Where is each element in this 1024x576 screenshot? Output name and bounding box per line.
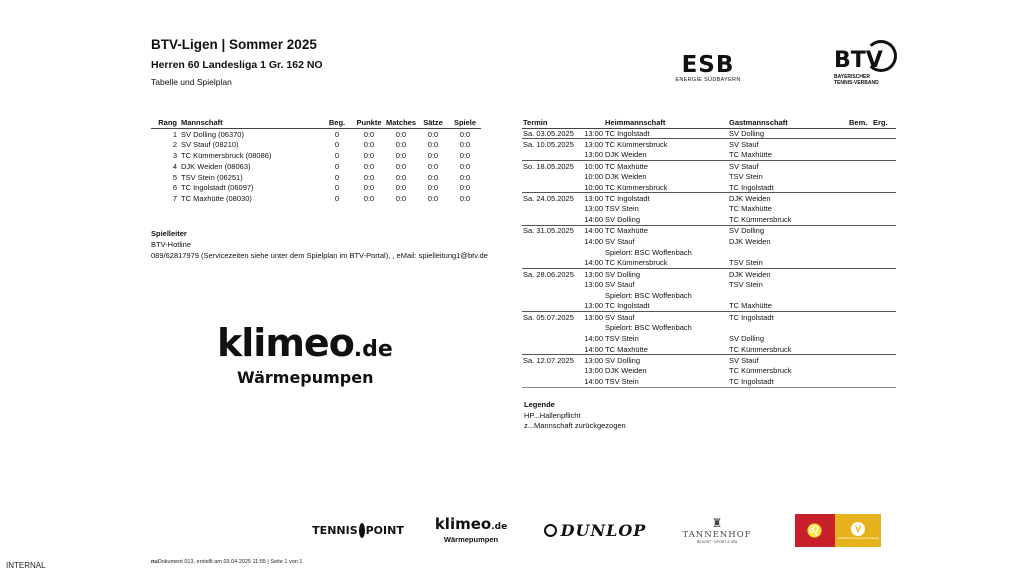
guest-team: TC Kümmersbruck <box>729 344 792 354</box>
match-remark <box>848 279 872 290</box>
legend <box>524 400 626 432</box>
schedule-row <box>522 139 896 150</box>
guest-team: TC Ingolstadt <box>728 312 848 323</box>
home-team: DJK Weiden <box>605 366 647 376</box>
match-date: Sa. 12.07.2025 <box>522 355 580 366</box>
team-sets: 0:0 <box>427 150 439 160</box>
guest-team: SV Dolling <box>729 334 765 344</box>
match-date <box>522 182 580 193</box>
standings-header-row <box>151 117 481 129</box>
match-date <box>522 247 580 258</box>
col-time <box>580 117 604 128</box>
guest-team <box>728 290 848 301</box>
match-time: 10:00 <box>580 160 604 171</box>
team-name: TSV Stein (06251) <box>181 172 243 182</box>
btv-logo-mark: BTV <box>834 48 883 73</box>
match-time: 13:00 <box>580 268 604 279</box>
team-rank: 1 <box>172 129 177 139</box>
team-rank: 2 <box>172 140 177 150</box>
home-team: TC Kümmersbruck <box>605 258 668 268</box>
match-result <box>872 344 896 355</box>
schedule-row <box>522 290 896 301</box>
schedule-row <box>522 160 896 171</box>
guest-team: SV Stauf <box>728 355 848 366</box>
schedule-row <box>522 279 896 290</box>
match-result <box>872 366 896 377</box>
home-team: DJK Weiden <box>605 172 647 182</box>
guest-team: TC Maxhütte <box>729 204 772 214</box>
match-time: 10:00 <box>584 182 603 192</box>
match-date <box>522 376 580 387</box>
match-time: 13:00 <box>580 128 604 139</box>
col-points: Punkte <box>353 117 385 129</box>
tennis-ball-icon <box>865 40 897 72</box>
guest-team: TSV Stein <box>729 172 763 182</box>
match-remark <box>848 214 872 225</box>
match-remark <box>848 290 872 301</box>
team-games: 0:0 <box>459 183 471 193</box>
match-time: 10:00 <box>584 172 603 182</box>
home-team: SV Dolling <box>605 215 641 225</box>
guest-team: TC Ingolstadt <box>729 182 774 192</box>
standings-row <box>151 150 481 161</box>
team-games: 0:0 <box>459 150 471 160</box>
match-time: 13:00 <box>580 193 604 204</box>
match-result <box>872 171 896 182</box>
col-rank: Rang <box>151 117 181 129</box>
match-remark <box>848 376 872 387</box>
match-time: 13:00 <box>580 312 604 323</box>
match-result <box>872 333 896 344</box>
guest-team: SV Stauf <box>728 160 848 171</box>
match-remark <box>848 355 872 366</box>
team-points: 0:0 <box>363 161 375 171</box>
guest-team: TC Maxhütte <box>729 301 772 311</box>
schedule-row <box>522 204 896 215</box>
match-date: Sa. 05.07.2025 <box>522 312 580 323</box>
home-team: SV Dolling <box>604 268 728 279</box>
match-result <box>872 160 896 171</box>
team-points: 0:0 <box>363 183 375 193</box>
match-date <box>522 150 580 161</box>
match-date <box>522 236 580 247</box>
guest-team: SV Stauf <box>728 139 848 150</box>
match-time: 14:00 <box>584 236 603 246</box>
col-sets: Sätze <box>417 117 449 129</box>
schedule-row <box>522 225 896 236</box>
home-team: TC Maxhütte <box>605 344 648 354</box>
home-team: SV Stauf <box>605 280 635 290</box>
team-points: 0:0 <box>363 129 375 139</box>
team-points: 0:0 <box>363 140 375 150</box>
schedule-row <box>522 214 896 225</box>
home-team: TC Ingolstadt <box>604 128 728 139</box>
tennispoint-logo <box>313 510 403 550</box>
match-remark <box>848 268 872 279</box>
match-remark <box>848 139 872 150</box>
match-time: 13:00 <box>584 150 603 160</box>
team-sets: 0:0 <box>427 183 439 193</box>
guest-team: TC Maxhütte <box>729 150 772 160</box>
tannenhof-text: TANNENHOF <box>682 529 752 540</box>
match-result <box>872 204 896 215</box>
tennispoint-text-b: POINT <box>365 523 404 537</box>
dunlop-flying-d-icon <box>544 524 557 537</box>
match-time: 13:00 <box>584 366 603 376</box>
team-sets: 0:0 <box>427 172 439 182</box>
match-result <box>872 376 896 387</box>
match-result <box>872 182 896 193</box>
esb-logo-text: ENERGIE SÜDBAYERN <box>675 77 741 83</box>
team-games: 0:0 <box>459 129 471 139</box>
schedule-row <box>522 312 896 323</box>
match-result <box>872 258 896 269</box>
team-played: 0 <box>334 129 340 139</box>
match-time: 14:00 <box>584 344 603 354</box>
guest-team: DJK Weiden <box>728 193 848 204</box>
home-team: TC Kümmersbruck <box>604 139 728 150</box>
match-remark <box>848 366 872 377</box>
match-remark <box>848 301 872 312</box>
standings-row <box>151 129 481 140</box>
guest-team: TSV Stein <box>729 280 763 290</box>
team-sets: 0:0 <box>427 161 439 171</box>
guest-team <box>728 322 848 333</box>
home-team: TC Ingolstadt <box>605 301 650 311</box>
schedule-row <box>522 150 896 161</box>
tannenhof-logo <box>684 510 750 550</box>
klimeo-brand: klimeo <box>217 321 354 365</box>
schedule-header-row <box>522 117 896 128</box>
match-date: So. 18.05.2025 <box>522 160 580 171</box>
team-games: 0:0 <box>459 172 471 182</box>
schedule-row <box>522 258 896 269</box>
sponsor-bar <box>0 510 1024 554</box>
match-date: Sa. 31.05.2025 <box>522 225 580 236</box>
match-remark <box>848 160 872 171</box>
btv-logo-line1: BAYERISCHER <box>834 74 870 80</box>
schedule-row <box>522 322 896 333</box>
schedule-row <box>522 355 896 366</box>
match-result <box>872 322 896 333</box>
btv-logo-line2: TENNIS-VERBAND <box>834 80 879 86</box>
home-team: TSV Stein <box>604 376 728 387</box>
match-time: 14:00 <box>584 334 603 344</box>
match-time: 13:00 <box>580 355 604 366</box>
team-rank: 7 <box>172 194 177 204</box>
col-date: Termin <box>522 117 580 128</box>
standings-row <box>151 182 481 193</box>
col-remark: Bem. <box>848 117 872 128</box>
league-subtitle: Herren 60 Landesliga 1 Gr. 162 NO <box>151 59 323 71</box>
schedule-row <box>522 268 896 279</box>
legend-heading: Legende <box>524 400 555 409</box>
match-time: 13:00 <box>584 204 603 214</box>
team-played: 0 <box>334 183 340 193</box>
crest-icon: ♜ <box>711 515 723 530</box>
klimeo-small-tagline: Wärmepumpen <box>443 534 499 544</box>
home-team: Spielort: BSC Woffenbach <box>605 290 692 300</box>
match-date: Sa. 10.05.2025 <box>522 139 580 150</box>
team-games: 0:0 <box>459 140 471 150</box>
klimeo-tld: .de <box>353 337 393 362</box>
klimeo-small-tld: .de <box>491 521 508 532</box>
dvag-text: Deutsche Vermögensberatung <box>837 535 879 540</box>
team-rank: 5 <box>172 172 177 182</box>
dunlop-text: DUNLOP <box>560 520 647 540</box>
match-time <box>580 322 604 333</box>
team-name: TC Maxhütte (08030) <box>181 194 252 204</box>
match-remark <box>848 225 872 236</box>
match-result <box>872 301 896 312</box>
guest-team: DJK Weiden <box>728 268 848 279</box>
match-remark <box>848 258 872 269</box>
match-result <box>872 312 896 323</box>
team-matches: 0:0 <box>395 129 407 139</box>
team-played: 0 <box>334 161 340 171</box>
klimeo-small-brand: klimeo <box>434 514 492 533</box>
dvag-v-icon: V <box>851 522 865 536</box>
team-rank: 3 <box>172 150 177 160</box>
guest-team: DJK Weiden <box>729 236 771 246</box>
team-played: 0 <box>334 150 340 160</box>
team-matches: 0:0 <box>395 172 407 182</box>
team-rank: 6 <box>172 183 177 193</box>
team-matches: 0:0 <box>395 161 407 171</box>
match-date: Sa. 24.05.2025 <box>522 193 580 204</box>
match-result <box>872 225 896 236</box>
home-team: TSV Stein <box>605 334 639 344</box>
match-date <box>522 279 580 290</box>
document-footer <box>151 559 302 565</box>
match-time: 13:00 <box>580 139 604 150</box>
col-result: Erg. <box>872 117 896 128</box>
team-name: SV Dolling (06370) <box>181 129 244 139</box>
leader-heading: Spielleiter <box>151 229 187 238</box>
team-games: 0:0 <box>459 194 471 204</box>
standings-table <box>151 117 481 204</box>
home-team: Spielort: BSC Woffenbach <box>605 323 692 333</box>
tannenhof-subtext: RESORT · SPORT & SPA <box>696 539 738 544</box>
match-date <box>522 322 580 333</box>
team-played: 0 <box>334 140 340 150</box>
team-matches: 0:0 <box>395 150 407 160</box>
match-date <box>522 344 580 355</box>
match-time: 14:00 <box>580 376 604 387</box>
match-result <box>872 193 896 204</box>
match-time <box>580 290 604 301</box>
match-time <box>580 247 604 258</box>
match-result <box>872 128 896 139</box>
match-date: Sa. 28.06.2025 <box>522 268 580 279</box>
match-time: 14:00 <box>580 225 604 236</box>
match-remark <box>848 150 872 161</box>
team-matches: 0:0 <box>395 194 407 204</box>
footer-prefix: nu <box>151 559 158 565</box>
standings-row <box>151 139 481 150</box>
team-played: 0 <box>334 172 340 182</box>
guest-team: TC Ingolstadt <box>728 376 848 387</box>
match-result <box>872 355 896 366</box>
leader-contact: 089/62817979 (Servicezeiten siehe unter dem Spielplan im BTV-Portal), , eMail: spielleitung1@btv.de <box>151 251 488 260</box>
match-remark <box>848 193 872 204</box>
esb-logo-mark: ESB <box>681 52 735 78</box>
schedule-row <box>522 236 896 247</box>
match-result <box>872 139 896 150</box>
schedule-row <box>522 333 896 344</box>
tennis-ball-icon <box>359 523 365 538</box>
guest-team: TC Kümmersbruck <box>729 366 792 376</box>
match-date <box>522 258 580 269</box>
guest-team: SV Dolling <box>728 128 848 139</box>
home-team: TSV Stein <box>605 204 639 214</box>
match-date: Sa. 03.05.2025 <box>522 128 580 139</box>
home-team: TC Kümmersbruck <box>605 182 668 192</box>
team-matches: 0:0 <box>395 140 407 150</box>
schedule-row <box>522 171 896 182</box>
schedule-row <box>522 182 896 193</box>
page-caption: Tabelle und Spielplan <box>151 77 232 87</box>
home-team: SV Stauf <box>605 236 635 246</box>
match-time: 13:00 <box>584 280 603 290</box>
guest-team <box>728 247 848 258</box>
match-date <box>522 366 580 377</box>
team-points: 0:0 <box>363 194 375 204</box>
dvag-badge <box>835 514 881 547</box>
team-rank: 4 <box>172 161 177 171</box>
schedule-row <box>522 344 896 355</box>
col-matches: Matches <box>385 118 416 127</box>
team-played: 0 <box>334 194 340 204</box>
home-team: TC Maxhütte <box>604 160 728 171</box>
league-leader-block <box>151 228 488 261</box>
team-games: 0:0 <box>459 161 471 171</box>
team-points: 0:0 <box>363 150 375 160</box>
schedule-row <box>522 193 896 204</box>
col-games: Spiele <box>449 117 481 129</box>
match-date <box>522 204 580 215</box>
page-title: BTV-Ligen | Sommer 2025 <box>151 37 317 52</box>
match-result <box>872 236 896 247</box>
match-remark <box>848 236 872 247</box>
standings-row <box>151 172 481 183</box>
match-remark <box>848 182 872 193</box>
schedule-row <box>522 247 896 258</box>
team-points: 0:0 <box>363 172 375 182</box>
team-name: SV Stauf (08210) <box>181 140 239 150</box>
match-remark <box>848 322 872 333</box>
schedule-row <box>522 366 896 377</box>
team-sets: 0:0 <box>427 194 439 204</box>
guest-team: SV Dolling <box>728 225 848 236</box>
schedule-row <box>522 301 896 312</box>
col-played: Beg. <box>321 117 353 129</box>
schedule-row <box>522 128 896 139</box>
team-sets: 0:0 <box>427 140 439 150</box>
match-date <box>522 290 580 301</box>
match-remark <box>848 128 872 139</box>
match-date <box>522 333 580 344</box>
guest-team: TC Kümmersbruck <box>729 215 792 225</box>
match-time: 13:00 <box>584 301 603 311</box>
footer-text: Dokument 013, erstellt am 03.04.2025 11:55 | Seite 1 von 1 <box>157 559 303 565</box>
team-name: TC Kümmersbruck (08086) <box>181 150 272 160</box>
schedule-table <box>522 117 896 388</box>
match-result <box>872 290 896 301</box>
dunlop-logo <box>535 510 655 550</box>
match-time: 14:00 <box>584 258 603 268</box>
home-team: SV Dolling <box>604 355 728 366</box>
standings-row <box>151 161 481 172</box>
esb-logo <box>668 54 748 86</box>
home-team: Spielort: BSC Woffenbach <box>605 247 692 257</box>
match-result <box>872 247 896 258</box>
klimeo-small-logo <box>434 510 508 550</box>
klimeo-tagline: Wärmepumpen <box>237 368 374 387</box>
match-remark <box>848 171 872 182</box>
klimeo-ad <box>217 321 397 387</box>
standings-row <box>151 193 481 204</box>
match-date <box>522 171 580 182</box>
team-matches: 0:0 <box>395 183 407 193</box>
team-sets: 0:0 <box>427 129 439 139</box>
team-name: DJK Weiden (08063) <box>181 161 251 171</box>
match-date <box>522 301 580 312</box>
match-remark <box>848 204 872 215</box>
match-result <box>872 150 896 161</box>
guest-team: TSV Stein <box>729 258 763 268</box>
generali-dvag-logo <box>795 514 881 547</box>
match-remark <box>848 312 872 323</box>
leader-name: BTV-Hotline <box>151 240 192 249</box>
match-result <box>872 268 896 279</box>
col-guest: Gastmannschaft <box>728 117 848 128</box>
team-name: TC Ingolstadt (06097) <box>181 183 254 193</box>
match-remark <box>848 333 872 344</box>
match-remark <box>848 247 872 258</box>
legend-item: z...Mannschaft zurückgezogen <box>524 421 626 430</box>
match-time: 14:00 <box>584 215 603 225</box>
btv-logo <box>832 40 907 94</box>
match-result <box>872 214 896 225</box>
tennispoint-text-a: TENNIS <box>312 523 358 537</box>
match-result <box>872 279 896 290</box>
col-home: Heimmannschaft <box>604 117 728 128</box>
col-team: Mannschaft <box>181 117 321 129</box>
home-team: SV Stauf <box>604 312 728 323</box>
generali-lion-icon: ♌ <box>806 522 824 538</box>
legend-item: HP...Hallenpflicht <box>524 410 581 420</box>
match-date <box>522 214 580 225</box>
classification-tag: INTERNAL <box>6 561 46 570</box>
schedule-row <box>522 376 896 387</box>
home-team: DJK Weiden <box>605 150 647 160</box>
home-team: TC Maxhütte <box>604 225 728 236</box>
home-team: TC Ingolstadt <box>604 193 728 204</box>
match-remark <box>848 344 872 355</box>
